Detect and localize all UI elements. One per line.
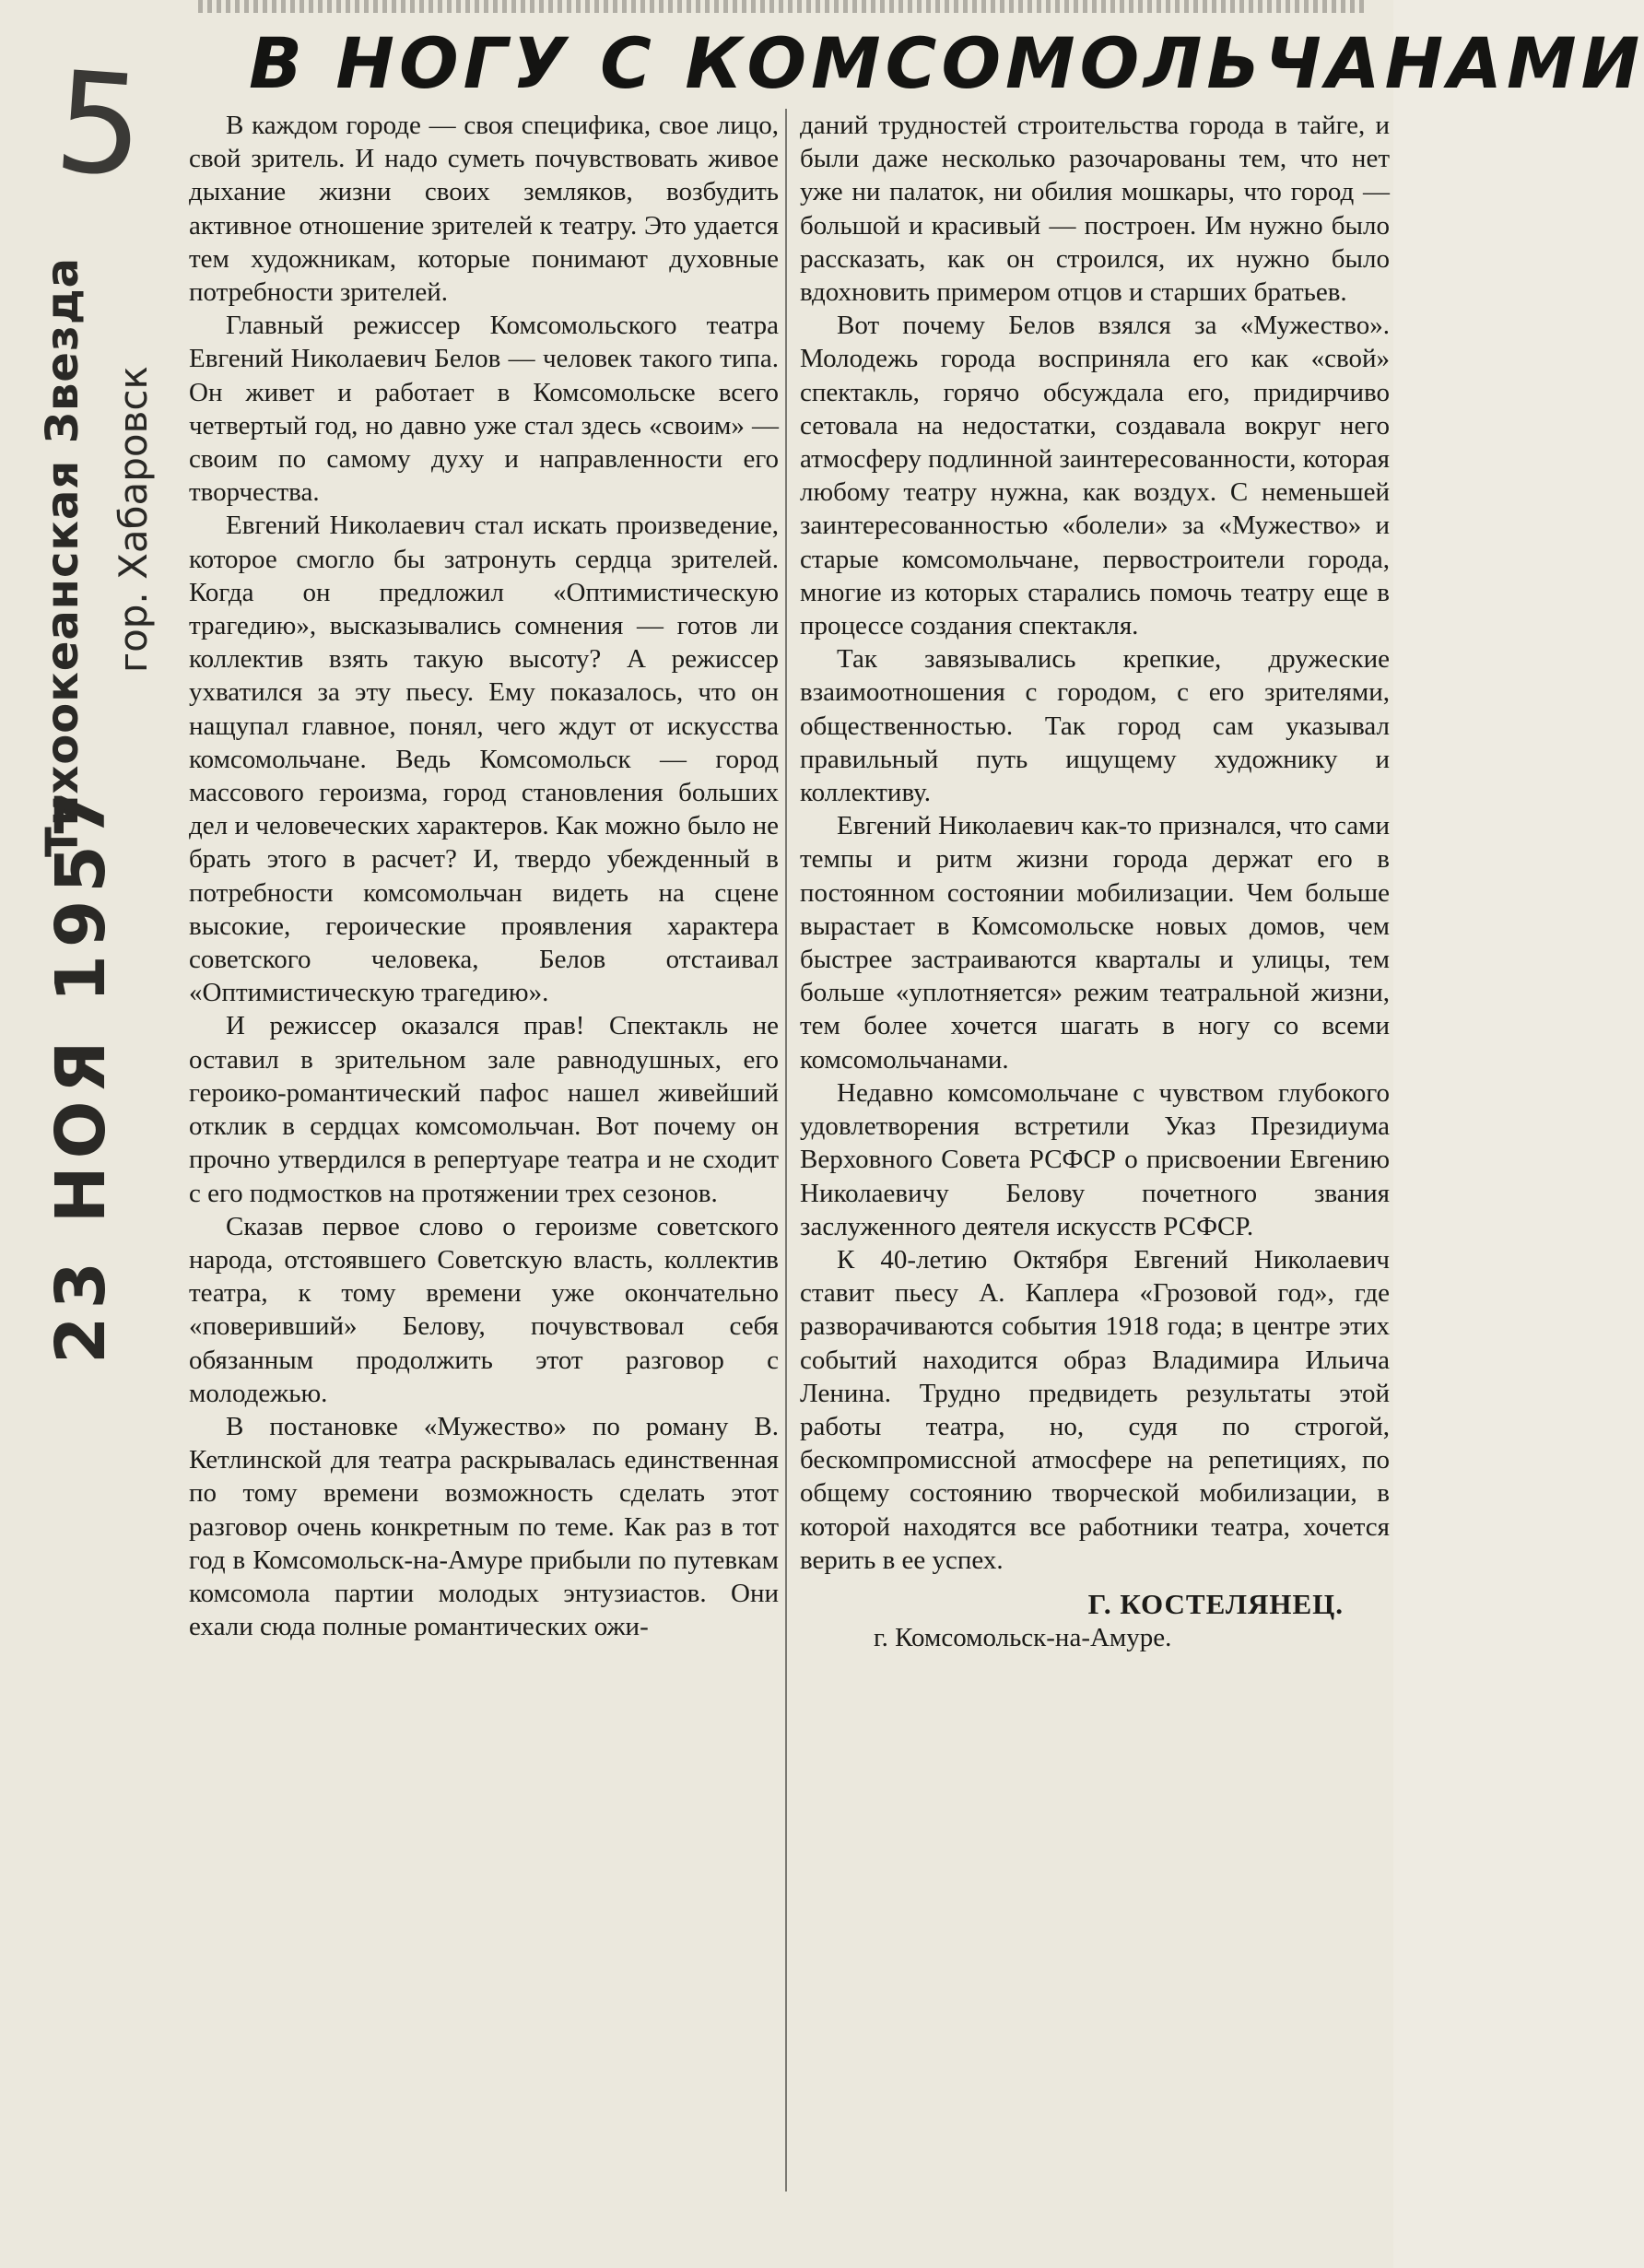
paragraph: И режиссер оказался прав! Спектакль не оставил в зрительном зале равнодушных, его героико-романтический пафос нашел живейший отклик в сердцах комсомольчан. Вот почему он прочно утвердился в репертуаре театра и не сходит с его подмостков на протяжении трех сезонов.: [189, 1011, 779, 1208]
perforated-edge: [198, 0, 1368, 13]
paragraph: Так завязывались крепкие, дружеские взаимоотношения с городом, с его зрителями, общественностью. Так город сам указывал правильный путь ищущему художнику и коллективу.: [800, 644, 1390, 808]
paragraph-continued: даний трудностей строительства города в тайге, и были даже несколько разочарованы тем, что нет уже ни палаток, ни обилия мошкары, что город — большой и красивый — построен. Им нужно было рассказать, как он строился, их нужно было вдохновить примером отцов и старших братьев.: [800, 111, 1390, 308]
paragraph: Недавно комсомольчане с чувством глубокого удовлетворения встретили Указ Президиума Верховного Совета РСФСР о присвоении Евгению Николаевичу Белову почетного звания заслуженного деятеля искусств РСФСР.: [800, 1077, 1390, 1241]
author-signature: Г. КОСТЕЛЯНЕЦ.: [1087, 1587, 1344, 1620]
article-headline: В НОГУ С КОМСОМОЛЬЧАНАМИ: [249, 22, 1644, 104]
paragraph: Евгений Николаевич стал искать произведение, которое смогло бы затронуть сердца зрителей. Когда он предложил «Оптимистическую трагедию», высказывались сомнения — готов ли коллектив взять такую высоту? А режиссер ухватился за эту пьесу. Ему показалось, что он нащупал главное, понял, чего ждут от искусства комсомольчане. Ведь Комсомольск — город массового героизма, город становления больших дел и человеческих характеров. Как можно было не брать этого в расчет? И, твердо убежденный в потребности комсомольчан видеть на сцене высокие, героические проявления характера советского человека, Белов отстаивал «Оптимистическую трагедию».: [189, 511, 779, 1008]
paragraph: Главный режиссер Комсомольского театра Евгений Николаевич Белов — человек такого типа. Он живет и работает в Комсомольске всего четвертый год, но давно уже стал здесь «своим» — своим по самому духу и направленности его творчества.: [189, 311, 779, 508]
dateline: г. Комсомольск-на-Амуре.: [874, 1623, 1172, 1653]
article-column-left: [189, 109, 779, 1643]
paragraph: К 40-летию Октября Евгений Николаевич ставит пьесу А. Каплера «Грозовой год», где разворачиваются события 1918 года; в центре этих событий находится образ Владимира Ильича Ленина. Трудно предвидеть результаты этой работы театра, но, судя по строгой, бескомпромиссной атмосфере на репетициях, по общему состоянию творческой мобилизации, в которой находятся все работники театра, хочется верить в ее успех.: [800, 1244, 1390, 1575]
paragraph: Евгений Николаевич как-то признался, что сами темпы и ритм жизни города держат его в постоянном состоянии мобилизации. Чем больше вырастает в Комсомольске новых домов, чем быстрее застраиваются кварталы и улицы, тем больше «уплотняется» режим театральной жизни, тем более хочется шагать в ногу со всеми комсомольчанами.: [800, 811, 1390, 1075]
article-column-right: [800, 109, 1390, 1654]
paragraph: В постановке «Мужество» по роману В. Кетлинской для театра раскрывалась единственная по тому времени возможность сделать этот разговор очень конкретным по теме. Как раз в тот год в Комсомольск-на-Амуре прибыли по путевкам комсомола партии молодых энтузиастов. Они ехали сюда полные романтических ожи-: [189, 1411, 779, 1642]
column-divider: [785, 109, 787, 2192]
handwritten-mark: 5: [50, 41, 149, 209]
paragraph: В каждом городе — своя специфика, свое лицо, свой зритель. И надо суметь почувствовать живое дыхание жизни своих земляков, возбудить активное отношение зрителей к театру. Это удается тем художникам, которые понимают духовные потребности зрителей.: [189, 111, 779, 308]
date-stamp: 23 НОЯ 1957: [41, 782, 121, 1364]
newspaper-name: Тихоокеанская Звезда: [37, 256, 88, 857]
newspaper-city: гор. Хабаровск: [111, 366, 156, 673]
paragraph: Вот почему Белов взялся за «Мужество». Молодежь города восприняла его как «свой» спектакль, горячо обсуждала его, придирчиво сетовала на недостатки, создавала вокруг него атмосферу подлинной заинтересованности, которая любому театру нужна, как воздух. С неменьшей заинтересованностью «болели» за «Мужество» и старые комсомольчане, первостроители города, многие из которых старались помочь театру еще в процессе создания спектакля.: [800, 311, 1390, 641]
paragraph: Сказав первое слово о героизме советского народа, отстоявшего Советскую власть, коллектив театра, к тому времени уже окончательно «поверивший» Белову, почувствовал себя обязанным продолжить этот разговор с молодежью.: [189, 1211, 779, 1408]
